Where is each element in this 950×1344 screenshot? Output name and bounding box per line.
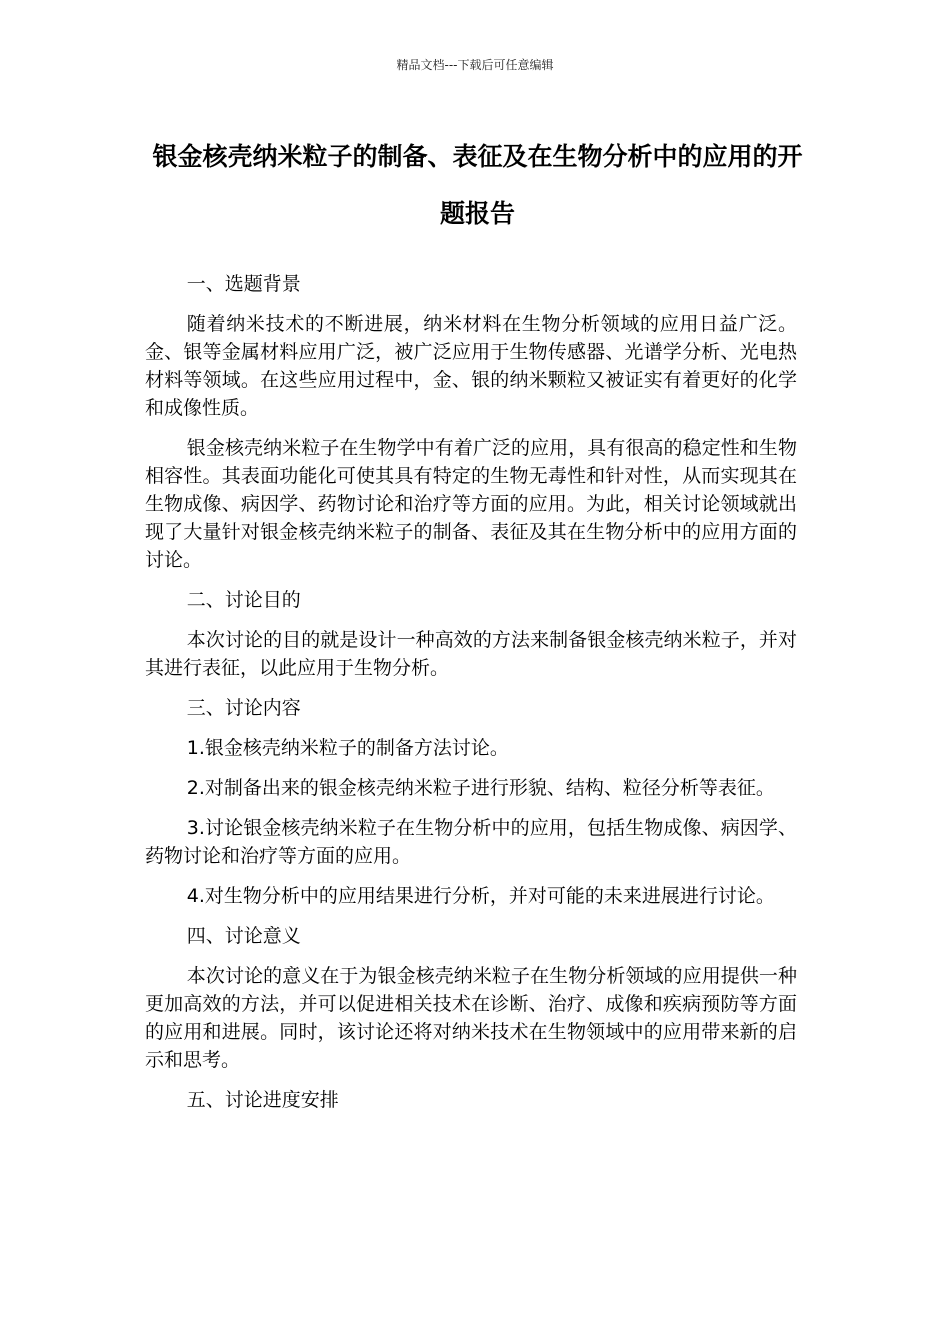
section-heading-background: 一、选题背景: [186, 273, 301, 295]
document-header-note: 精品文档---下载后可任意编辑: [396, 58, 554, 72]
section-heading-content: 三、讨论内容: [186, 697, 301, 719]
content-item-2: 2.对制备出来的银金核壳纳米粒子进行形貌、结构、粒径分析等表征。: [186, 777, 775, 799]
section-heading-purpose: 二、讨论目的: [186, 589, 301, 611]
document-body: [145, 270, 797, 1126]
content-item-3: 3.讨论银金核壳纳米粒子在生物分析中的应用，包括生物成像、病因学、药物讨论和治疗等方面的应用。: [145, 817, 797, 867]
section-heading-significance: 四、讨论意义: [186, 925, 301, 947]
content-item-1: 1.银金核壳纳米粒子的制备方法讨论。: [186, 737, 509, 759]
background-paragraph-2: 银金核壳纳米粒子在生物学中有着广泛的应用，具有很高的稳定性和生物相容性。其表面功能化可使其具有特定的生物无毒性和针对性，从而实现其在生物成像、病因学、药物讨论和治疗等方面的应用。为此，相关讨论领域就出现了大量针对银金核壳纳米粒子的制备、表征及其在生物分析中的应用方面的讨论。: [145, 437, 797, 571]
section-heading-schedule: 五、讨论进度安排: [186, 1089, 339, 1111]
content-item-4: 4.对生物分析中的应用结果进行分析，并对可能的未来进展进行讨论。: [186, 885, 775, 907]
document-title: 银金核壳纳米粒子的制备、表征及在生物分析中的应用的开题报告: [152, 142, 803, 228]
background-paragraph-1: 随着纳米技术的不断进展，纳米材料在生物分析领域的应用日益广泛。金、银等金属材料应用广泛，被广泛应用于生物传感器、光谱学分析、光电热材料等领域。在这些应用过程中，金、银的纳米颗粒又被证实有着更好的化学和成像性质。: [145, 313, 797, 419]
significance-paragraph: 本次讨论的意义在于为银金核壳纳米粒子在生物分析领域的应用提供一种更加高效的方法，并可以促进相关技术在诊断、治疗、成像和疾病预防等方面的应用和进展。同时，该讨论还将对纳米技术在生物领域中的应用带来新的启示和思考。: [145, 965, 797, 1071]
purpose-paragraph: 本次讨论的目的就是设计一种高效的方法来制备银金核壳纳米粒子，并对其进行表征，以此应用于生物分析。: [145, 629, 797, 679]
